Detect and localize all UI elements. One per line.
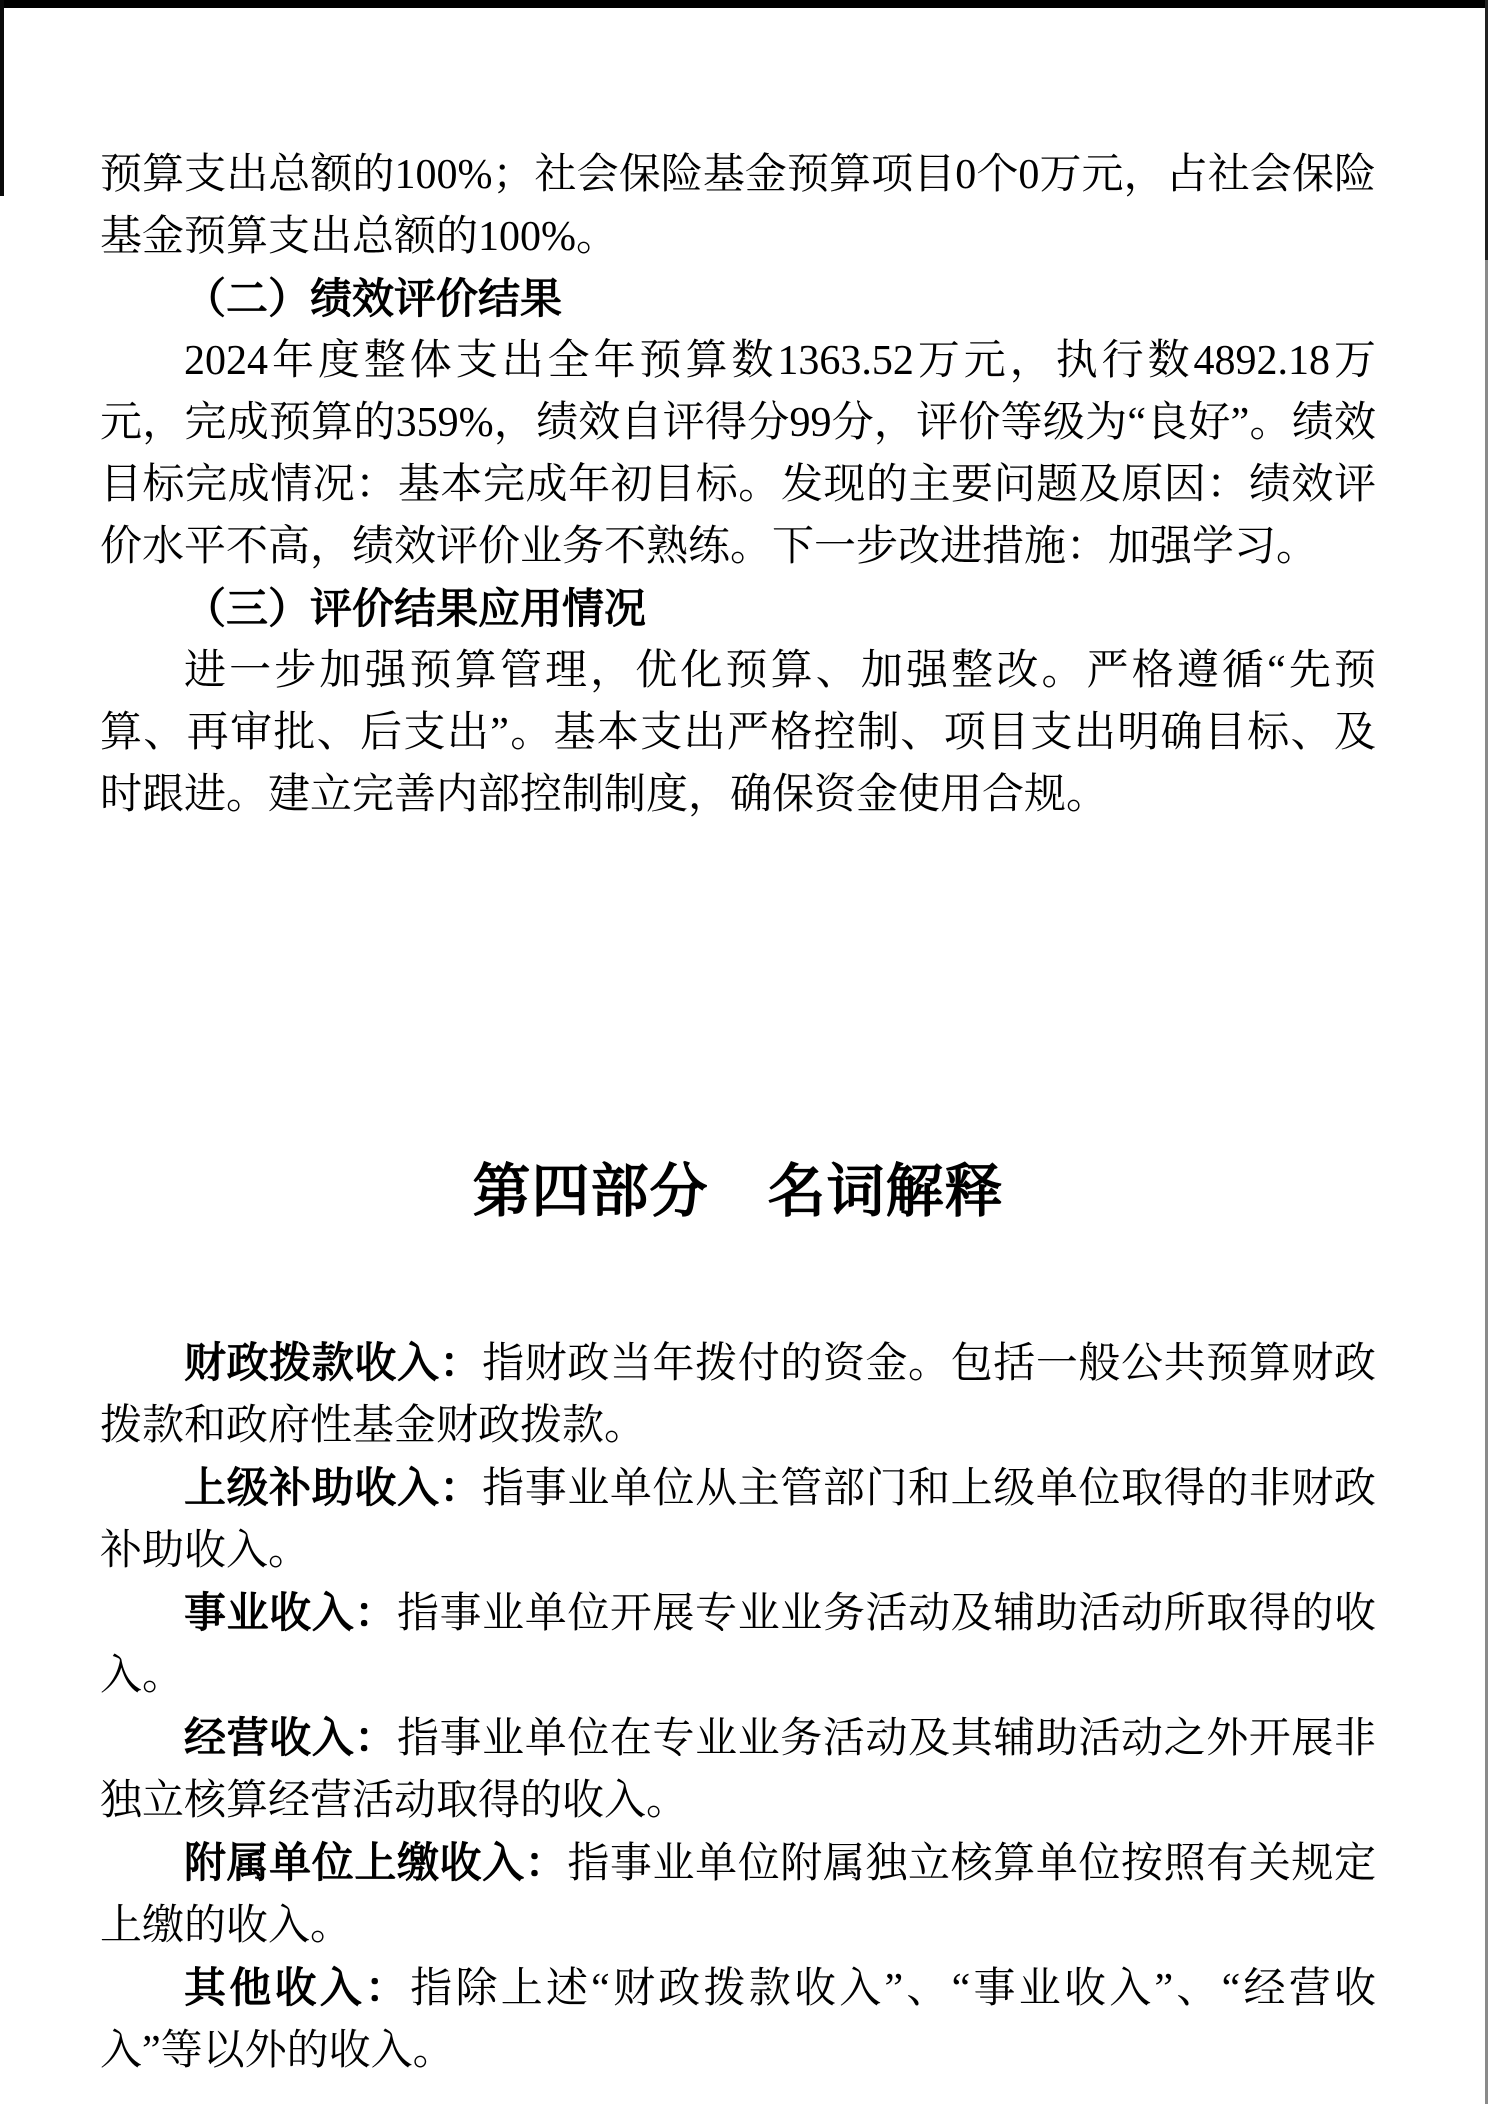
scan-artifact-left-edge — [0, 0, 4, 196]
glossary-definition: 指事业单位开展专业业务活动及辅助活动所取得的收入。 — [100, 1591, 1376, 1699]
glossary-entry-other-income — [100, 1957, 1376, 2082]
glossary-definition: 指财政当年拨付的资金。包括一般公共预算财政拨款和政府性基金财政拨款。 — [100, 1341, 1376, 1449]
glossary-term: 上级补助收入： — [184, 1464, 483, 1511]
glossary-entry-affiliated-unit-remittance-income — [100, 1832, 1376, 1957]
glossary-term: 其他收入： — [184, 1964, 411, 2011]
paragraph-evaluation-result-application: 进一步加强预算管理，优化预算、加强整改。严格遵循“先预算、再审批、后支出”。基本支出严格控制、项目支出明确目标、及时跟进。建立完善内部控制制度，确保资金使用合规。 — [100, 648, 1376, 818]
glossary-entry-superior-subsidy-income — [100, 1457, 1376, 1582]
glossary-term: 经营收入： — [184, 1714, 397, 1761]
glossary-entry-institutional-income — [100, 1582, 1376, 1707]
heading-evaluation-result-application: （三）评价结果应用情况 — [184, 585, 647, 632]
glossary-term: 事业收入： — [184, 1589, 397, 1636]
scan-artifact-top-edge — [0, 0, 1488, 8]
glossary-entry-fiscal-appropriation-income — [100, 1332, 1376, 1457]
glossary-term: 附属单位上缴收入： — [184, 1839, 568, 1886]
glossary-entry-operating-income — [100, 1707, 1376, 1832]
paragraph-performance-evaluation-result: 2024年度整体支出全年预算数1363.52万元，执行数4892.18万元，完成预算的359%，绩效自评得分99分，评价等级为“良好”。绩效目标完成情况：基本完成年初目标。发现的主要问题及原因：绩效评价水平不高，绩效评价业务不熟练。下一步改进措施：加强学习。 — [100, 338, 1376, 570]
glossary-term: 财政拨款收入： — [184, 1339, 483, 1386]
continuation-paragraph: 预算支出总额的100%；社会保险基金预算项目0个0万元，占社会保险基金预算支出总额的100%。 — [100, 152, 1376, 260]
glossary-definition: 指事业单位附属独立核算单位按照有关规定上缴的收入。 — [100, 1841, 1376, 1949]
part4-title: 第四部分 名词解释 — [472, 1159, 1004, 1224]
glossary-definition: 指事业单位从主管部门和上级单位取得的非财政补助收入。 — [100, 1466, 1376, 1574]
glossary-definition: 指事业单位在专业业务活动及其辅助活动之外开展非独立核算经营活动取得的收入。 — [100, 1716, 1376, 1824]
document-body — [100, 144, 1376, 2082]
heading-performance-evaluation-result: （二）绩效评价结果 — [184, 275, 563, 322]
glossary-definition: 指除上述“财政拨款收入”、“事业收入”、“经营收入”等以外的收入。 — [100, 1966, 1376, 2074]
